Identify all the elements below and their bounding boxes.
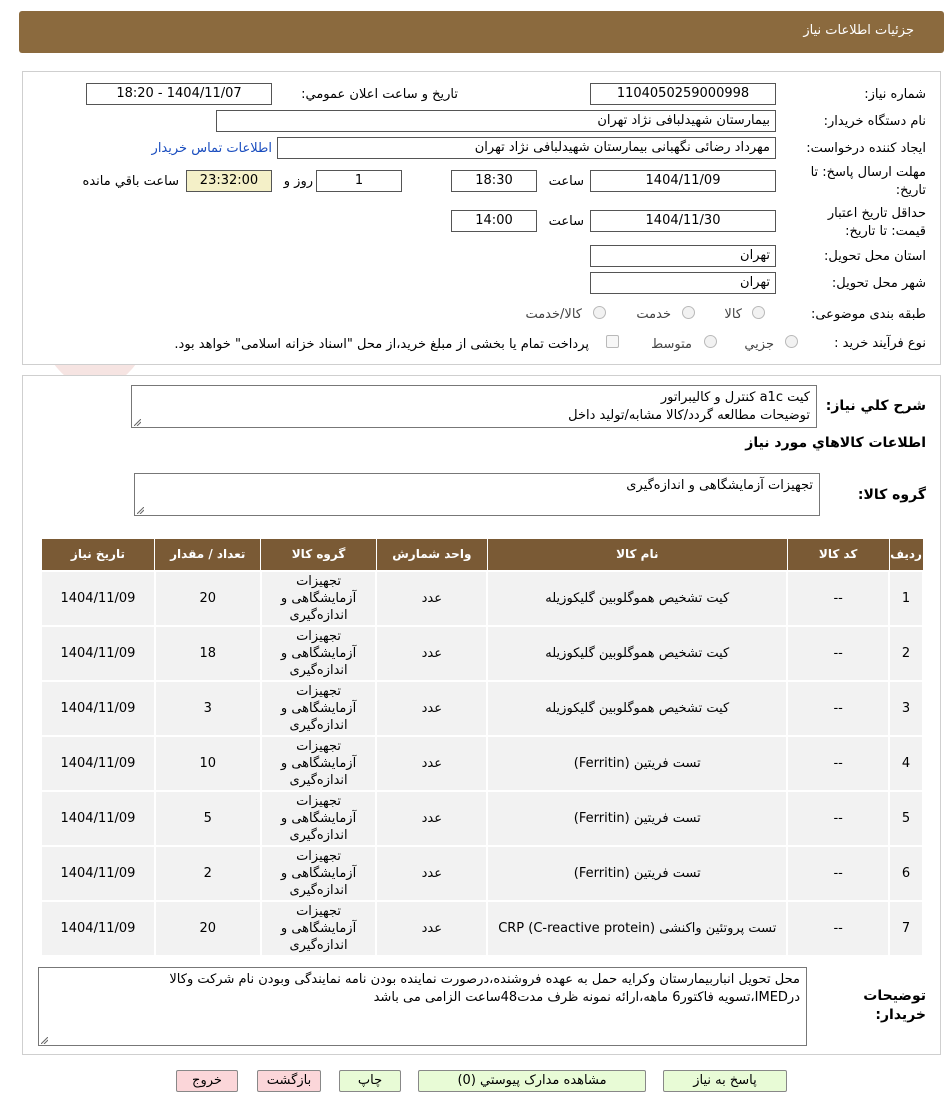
- buyer-notes-line-2: درIMED،تسویه فاکتور6 ماهه،ارائه نمونه ظرف مدت48ساعت الزامی می باشد: [373, 990, 800, 1005]
- category-goods-service-label: کالا/خدمت: [525, 307, 582, 322]
- cell-qty: 18: [155, 626, 261, 681]
- cell-group-line: آزمایشگاهی و: [280, 865, 357, 881]
- city-field: تهران: [590, 272, 776, 294]
- validity-label: حداقل تاریخ اعتبار: [827, 206, 926, 221]
- cell-code: --: [787, 791, 889, 846]
- cell-group-line: تجهیزات: [296, 683, 342, 699]
- table-row: [41, 846, 923, 901]
- col-code: کد کالا: [787, 539, 889, 571]
- col-qty: تعداد / مقدار: [155, 539, 261, 571]
- cell-group: [261, 626, 377, 681]
- cell-name: کیت تشخیص هموگلوبین گلیکوزیله: [487, 571, 787, 626]
- remaining-label: ساعت باقي مانده: [82, 174, 179, 189]
- table-row: [41, 736, 923, 791]
- category-service-radio[interactable]: [682, 306, 695, 319]
- category-label: طبقه بندی موضوعی:: [810, 307, 926, 322]
- process-minor-radio[interactable]: [785, 335, 798, 348]
- col-name: نام کالا: [487, 539, 787, 571]
- validity-time-label: ساعت: [548, 214, 584, 229]
- cell-qty: 20: [155, 571, 261, 626]
- creator-label: ایجاد کننده درخواست:: [806, 141, 926, 156]
- cell-code: --: [787, 681, 889, 736]
- cell-date: 1404/11/09: [41, 681, 155, 736]
- process-medium-label: متوسط: [651, 337, 692, 352]
- deadline-time-label: ساعت: [548, 174, 584, 189]
- cell-name: تست فریتین (Ferritin): [487, 736, 787, 791]
- summary-line-1: کیت a1c کنترل و کالیبراتور: [660, 390, 810, 405]
- category-goods-service-radio[interactable]: [593, 306, 606, 319]
- summary-line-2: توضیحات مطالعه گردد/کالا مشابه/تولید داخل: [568, 408, 810, 423]
- cell-date: 1404/11/09: [41, 736, 155, 791]
- announce-date-field: 1404/11/07 - 18:20: [86, 83, 272, 105]
- cell-qty: 2: [155, 846, 261, 901]
- cell-group-line: اندازه‌گیری: [289, 882, 348, 898]
- page-header: [19, 11, 944, 53]
- cell-date: 1404/11/09: [41, 901, 155, 956]
- province-field: تهران: [590, 245, 776, 267]
- table-row: [41, 791, 923, 846]
- buyer-org-field: بیمارستان شهیدلبافی نژاد تهران: [216, 110, 776, 132]
- goods-group-textarea[interactable]: [134, 473, 820, 516]
- announce-label: تاریخ و ساعت اعلان عمومي:: [301, 87, 458, 102]
- validity-date-field: 1404/11/30: [590, 210, 776, 232]
- deadline-time-field: 18:30: [451, 170, 537, 192]
- col-date: تاریخ نیاز: [41, 539, 155, 571]
- cell-unit: عدد: [376, 791, 487, 846]
- cell-date: 1404/11/09: [41, 626, 155, 681]
- process-medium-radio[interactable]: [704, 335, 717, 348]
- treasury-payment-note: پرداخت تمام یا بخشی از مبلغ خرید،از محل "اسناد خزانه اسلامی" خواهد بود.: [174, 337, 589, 352]
- cell-qty: 3: [155, 681, 261, 736]
- cell-date: 1404/11/09: [41, 846, 155, 901]
- goods-info-title: اطلاعات کالاهاي مورد نياز: [745, 435, 926, 451]
- table-row: [41, 571, 923, 626]
- cell-unit: عدد: [376, 626, 487, 681]
- resize-handle-icon[interactable]: [137, 507, 144, 514]
- page-title: جزئیات اطلاعات نیاز: [803, 23, 914, 38]
- buyer-org-label: نام دستگاه خريدار:: [823, 114, 926, 129]
- cell-group-line: اندازه‌گیری: [289, 607, 348, 623]
- deadline-date-field: 1404/11/09: [590, 170, 776, 192]
- cell-group: [261, 736, 377, 791]
- cell-group-line: آزمایشگاهی و: [280, 920, 357, 936]
- cell-group-line: تجهیزات: [296, 848, 342, 864]
- category-service-label: خدمت: [636, 307, 671, 322]
- cell-group-line: آزمایشگاهی و: [280, 590, 357, 606]
- remaining-time-field: 23:32:00: [186, 170, 272, 192]
- cell-group: [261, 901, 377, 956]
- cell-group-line: اندازه‌گیری: [289, 827, 348, 843]
- cell-qty: 5: [155, 791, 261, 846]
- category-goods-radio[interactable]: [752, 306, 765, 319]
- need-number-label: شماره نیاز:: [864, 87, 926, 102]
- exit-button[interactable]: خروج: [176, 1070, 238, 1092]
- cell-group-line: آزمایشگاهی و: [280, 700, 357, 716]
- cell-code: --: [787, 736, 889, 791]
- city-label: شهر محل تحویل:: [831, 276, 926, 291]
- days-label: روز و: [283, 174, 313, 189]
- cell-name: تست پروتئین واکنشی (CRP (C-reactive protein: [487, 901, 787, 956]
- cell-name: کیت تشخیص هموگلوبین گلیکوزیله: [487, 681, 787, 736]
- buyer-contact-link[interactable]: اطلاعات تماس خریدار: [151, 141, 272, 156]
- cell-row: 3: [889, 681, 923, 736]
- resize-handle-icon[interactable]: [41, 1037, 48, 1044]
- cell-unit: عدد: [376, 681, 487, 736]
- cell-group: [261, 791, 377, 846]
- process-minor-label: جزیي: [744, 337, 774, 352]
- cell-unit: عدد: [376, 901, 487, 956]
- buyer-notes-line-1: محل تحویل انباربیمارستان وکرایه حمل به عهده فروشنده،درصورت نماینده بودن نامه نمایندگی وبودن نام شرکت وکالا: [169, 972, 800, 987]
- print-button[interactable]: چاپ: [339, 1070, 401, 1092]
- cell-qty: 20: [155, 901, 261, 956]
- category-goods-label: کالا: [724, 307, 742, 322]
- cell-name: تست فریتین (Ferritin): [487, 791, 787, 846]
- goods-group-value: تجهیزات آزمایشگاهی و اندازه‌گیری: [626, 478, 813, 493]
- cell-code: --: [787, 901, 889, 956]
- cell-qty: 10: [155, 736, 261, 791]
- summary-label: شرح کلي نياز:: [825, 398, 926, 414]
- deadline-label-2: تاریخ:: [895, 183, 926, 198]
- cell-row: 2: [889, 626, 923, 681]
- cell-name: تست فریتین (Ferritin): [487, 846, 787, 901]
- reply-button[interactable]: پاسخ به نیاز: [663, 1070, 787, 1092]
- buyer-notes-textarea[interactable]: [38, 967, 807, 1046]
- need-number-field: 1104050259000998: [590, 83, 776, 105]
- table-row: [41, 901, 923, 956]
- cell-group-line: اندازه‌گیری: [289, 662, 348, 678]
- deadline-label: مهلت ارسال پاسخ: تا: [810, 165, 926, 180]
- creator-field: مهرداد رضائی نگهبانی بیمارستان شهیدلبافی نژاد تهران: [277, 137, 776, 159]
- cell-code: --: [787, 846, 889, 901]
- goods-table: [40, 538, 924, 957]
- cell-group-line: تجهیزات: [296, 738, 342, 754]
- cell-date: 1404/11/09: [41, 791, 155, 846]
- cell-group: [261, 846, 377, 901]
- summary-textarea[interactable]: [131, 385, 817, 428]
- cell-group: [261, 681, 377, 736]
- cell-code: --: [787, 626, 889, 681]
- goods-group-label: گروه کالا:: [857, 487, 926, 503]
- cell-group-line: تجهیزات: [296, 793, 342, 809]
- cell-row: 1: [889, 571, 923, 626]
- col-group: گروه کالا: [261, 539, 377, 571]
- cell-group-line: آزمایشگاهی و: [280, 810, 357, 826]
- cell-group-line: تجهیزات: [296, 573, 342, 589]
- resize-handle-icon[interactable]: [134, 419, 141, 426]
- days-remaining-field: 1: [316, 170, 402, 192]
- cell-date: 1404/11/09: [41, 571, 155, 626]
- back-button[interactable]: بازگشت: [257, 1070, 321, 1092]
- cell-row: 6: [889, 846, 923, 901]
- col-row: ردیف: [889, 539, 923, 571]
- col-unit: واحد شمارش: [376, 539, 487, 571]
- attachments-button[interactable]: مشاهده مدارک پیوستي (0): [418, 1070, 646, 1092]
- cell-group-line: آزمایشگاهی و: [280, 755, 357, 771]
- cell-code: --: [787, 571, 889, 626]
- table-row: [41, 681, 923, 736]
- validity-time-field: 14:00: [451, 210, 537, 232]
- cell-group-line: تجهیزات: [296, 903, 342, 919]
- cell-row: 4: [889, 736, 923, 791]
- cell-unit: عدد: [376, 571, 487, 626]
- cell-group-line: آزمایشگاهی و: [280, 645, 357, 661]
- cell-name: کیت تشخیص هموگلوبین گلیکوزیله: [487, 626, 787, 681]
- validity-label-2: قیمت: تا تاریخ:: [845, 224, 926, 239]
- cell-row: 7: [889, 901, 923, 956]
- cell-group-line: اندازه‌گیری: [289, 772, 348, 788]
- cell-group-line: اندازه‌گیری: [289, 717, 348, 733]
- buyer-notes-label: توضیحات: [863, 988, 926, 1004]
- cell-unit: عدد: [376, 736, 487, 791]
- goods-table-header: [41, 539, 923, 571]
- table-row: [41, 626, 923, 681]
- cell-group-line: تجهیزات: [296, 628, 342, 644]
- cell-group: [261, 571, 377, 626]
- buyer-notes-label-2: خریدار:: [875, 1007, 926, 1023]
- cell-unit: عدد: [376, 846, 487, 901]
- province-label: استان محل تحویل:: [824, 249, 926, 264]
- process-label: نوع فرآیند خرید :: [834, 336, 926, 351]
- cell-row: 5: [889, 791, 923, 846]
- cell-group-line: اندازه‌گیری: [289, 937, 348, 953]
- treasury-payment-checkbox[interactable]: [606, 335, 619, 348]
